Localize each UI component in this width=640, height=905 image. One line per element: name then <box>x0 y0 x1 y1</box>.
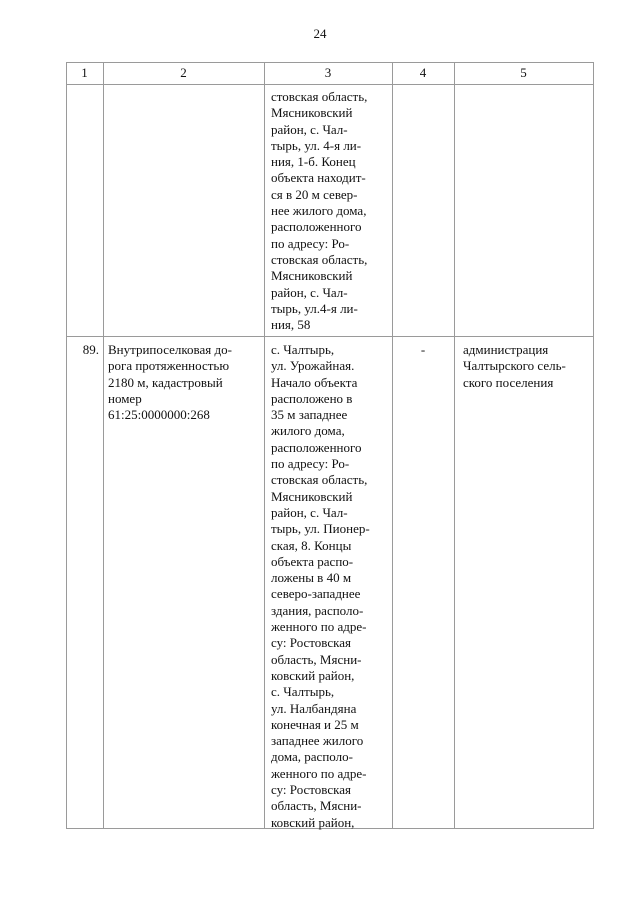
address-line: расположенного <box>271 439 362 455</box>
address-line: расположено в <box>271 390 353 406</box>
address-line: стовская область, <box>271 472 368 488</box>
address-line: здания, располо- <box>271 602 364 618</box>
address-line: ул. Урожайная. <box>271 358 355 374</box>
address-line: дома, располо- <box>271 749 353 765</box>
address-line: ская, 8. Концы <box>271 537 352 553</box>
address-line: район, с. Чал- <box>271 121 348 137</box>
page-number: 24 <box>313 26 327 41</box>
address-line: тырь, ул.4-я ли- <box>271 300 358 316</box>
column-divider <box>264 62 265 829</box>
address-line: объекта распо- <box>271 553 354 569</box>
address-line: тырь, ул. Пионер- <box>271 521 370 537</box>
address-line: нее жилого дома, <box>271 203 367 219</box>
address-line: тырь, ул. 4-я ли- <box>271 137 362 153</box>
address-line: стовская область, <box>271 251 368 267</box>
address-line: северо-западнее <box>271 586 361 602</box>
address-line: ковский район, <box>271 667 355 683</box>
address-line: жилого дома, <box>271 423 345 439</box>
column-divider <box>103 62 104 829</box>
address-line: расположенного <box>271 219 362 235</box>
object-name-line: рога протяженностью <box>108 358 230 374</box>
column-4-value: - <box>420 342 426 357</box>
address-line: ся в 20 м север- <box>271 186 358 202</box>
object-name-line: номер <box>108 390 142 406</box>
address-line: область, Мясни- <box>271 651 362 667</box>
table-row <box>271 89 367 333</box>
address-line: Начало объекта <box>271 374 358 390</box>
column-header: 1 <box>81 65 88 80</box>
address-line: Мясниковский <box>271 105 353 121</box>
row-separator <box>66 336 594 337</box>
address-line: Мясниковский <box>271 488 353 504</box>
owner-cell <box>463 342 566 391</box>
address-line: с. Чалтырь, <box>271 342 335 357</box>
column-divider <box>392 62 393 829</box>
address-line: область, Мясни- <box>271 798 362 814</box>
address-line: ния, 1-б. Конец <box>271 154 356 170</box>
column-header: 4 <box>419 65 427 80</box>
address-line: по адресу: Ро- <box>271 456 350 472</box>
address-line: су: Ростовская <box>271 635 351 651</box>
address-line: район, с. Чал- <box>271 504 348 520</box>
column-header: 2 <box>180 65 187 80</box>
address-line: конечная и 25 м <box>271 716 359 732</box>
address-line: объекта находит- <box>271 170 366 186</box>
owner-line: Чалтырского сель- <box>463 358 566 374</box>
object-name-line: Внутрипоселковая до- <box>108 342 232 357</box>
owner-line: администрация <box>463 342 549 357</box>
address-line: женного по адре- <box>271 765 367 781</box>
table-right-border <box>593 62 594 829</box>
address-line: район, с. Чал- <box>271 284 348 300</box>
address-line: ковский район, <box>271 814 355 830</box>
object-name-line: 61:25:0000000:268 <box>108 407 210 423</box>
address-line: западнее жилого <box>271 733 364 749</box>
object-name-cell <box>108 342 232 423</box>
address-line: 35 м западнее <box>271 407 348 423</box>
address-line: по адресу: Ро- <box>271 235 350 251</box>
address-cell <box>271 342 370 831</box>
address-line: Мясниковский <box>271 268 353 284</box>
address-line: женного по адре- <box>271 619 367 635</box>
address-line: ложены в 40 м <box>271 570 352 586</box>
object-name-line: 2180 м, кадастровый <box>108 374 223 390</box>
address-line: с. Чалтырь, <box>271 684 335 700</box>
column-header: 3 <box>324 65 332 80</box>
row-number: 89. <box>82 342 99 357</box>
header-bottom-border <box>66 84 594 85</box>
address-line: ул. Налбандяна <box>271 700 357 716</box>
column-header: 5 <box>520 65 527 80</box>
address-line: стовская область, <box>271 89 368 104</box>
table-left-border <box>66 62 67 829</box>
owner-line: ского поселения <box>463 374 554 390</box>
address-line: су: Ростовская <box>271 782 351 798</box>
address-line: ния, 58 <box>271 317 311 333</box>
column-divider <box>454 62 455 829</box>
